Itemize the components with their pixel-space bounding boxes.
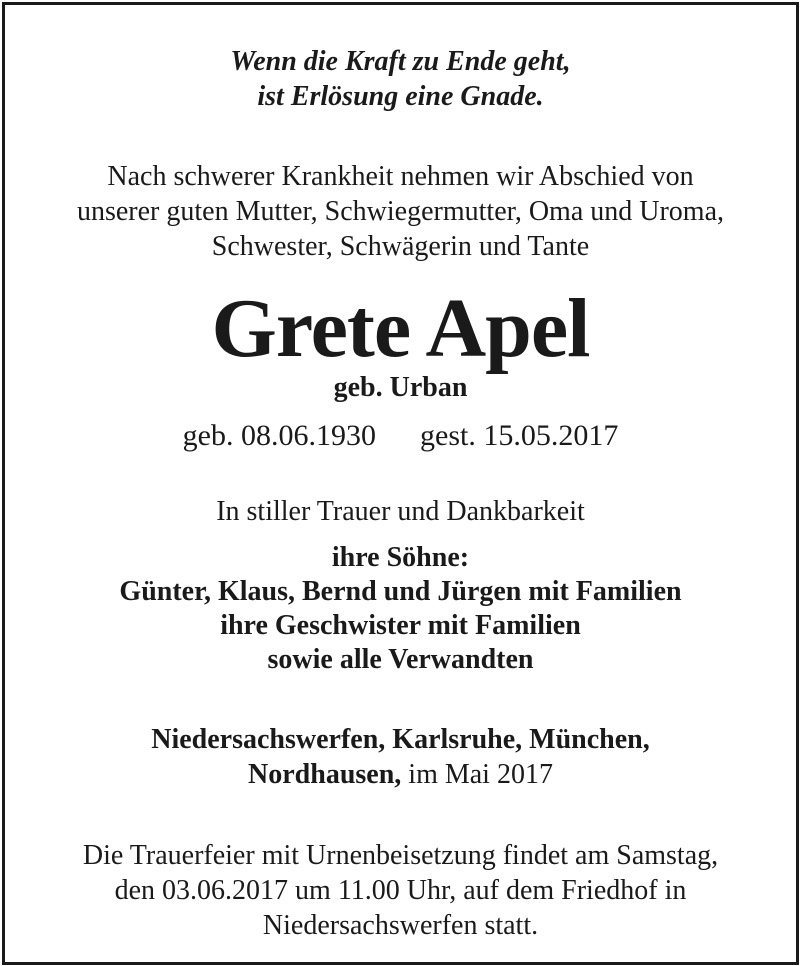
ceremony-line-2: den 03.06.2017 um 11.00 Uhr, auf dem Friedhof in <box>114 875 687 906</box>
place-date-line-2 <box>5 758 796 792</box>
deceased-name: Grete Apel <box>211 282 590 375</box>
mourners-line-3: ihre Geschwister mit Familien <box>220 610 581 641</box>
mourners-line-4: sowie alle Verwandten <box>267 644 534 675</box>
obituary-notice <box>2 2 799 965</box>
mourners-line-2: Günter, Klaus, Bernd und Jürgen mit Familien <box>119 576 682 607</box>
birth-date: geb. 08.06.1930 <box>182 419 376 452</box>
life-dates <box>5 419 796 453</box>
motto-line-1: Wenn die Kraft zu Ende geht, <box>230 46 571 77</box>
place-last: Nordhausen, <box>248 759 402 790</box>
notice-date: im Mai 2017 <box>408 759 553 790</box>
maiden-name: geb. Urban <box>333 372 468 403</box>
ceremony-line-3: Niedersachswerfen statt. <box>262 910 539 941</box>
mourners-intro: In stiller Trauer und Dankbarkeit <box>216 496 585 527</box>
intro-line-3: Schwester, Schwägerin und Tante <box>211 231 590 262</box>
mourners-line-1: ihre Söhne: <box>331 542 470 573</box>
intro-line-1: Nach schwerer Krankheit nehmen wir Abschied von <box>107 161 694 192</box>
death-date: gest. 15.05.2017 <box>420 419 619 452</box>
ceremony-line-1: Die Trauerfeier mit Urnenbeisetzung findet am Samstag, <box>82 840 719 871</box>
place-line-1: Niedersachswerfen, Karlsruhe, München, <box>151 724 650 755</box>
intro-line-2: unserer guten Mutter, Schwiegermutter, Oma und Uroma, <box>76 196 725 227</box>
motto-line-2: ist Erlösung eine Gnade. <box>257 81 544 112</box>
